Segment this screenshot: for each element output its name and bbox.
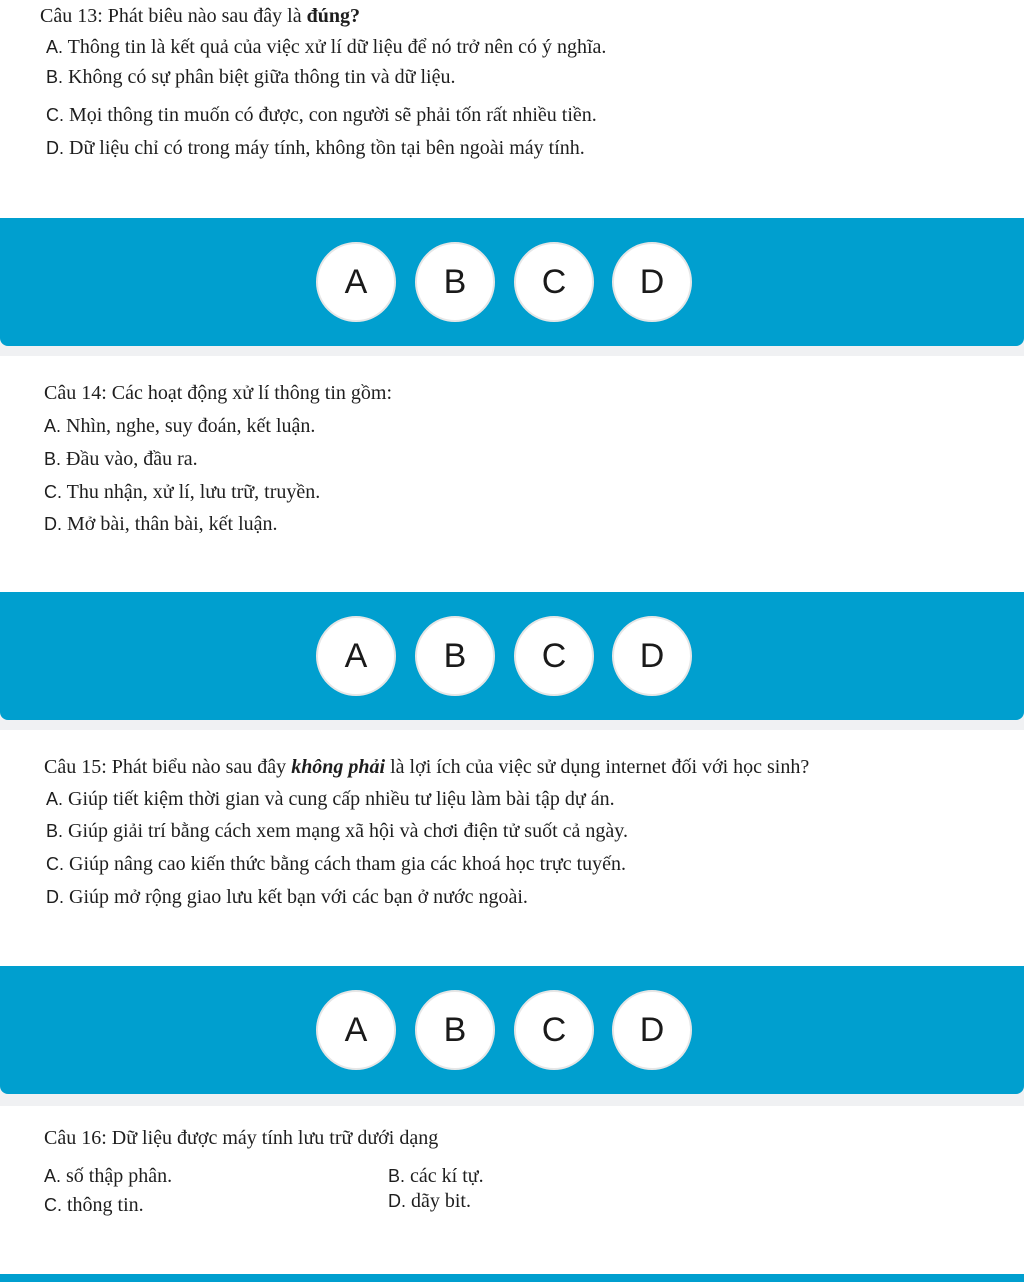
answer-a-button[interactable]: A bbox=[316, 242, 396, 322]
question-16-option-a bbox=[44, 1164, 172, 1188]
question-13-option-b bbox=[46, 65, 455, 89]
answer-bar-question-14 bbox=[0, 592, 1024, 720]
question-15-title bbox=[44, 755, 809, 779]
answer-a-button[interactable]: A bbox=[316, 990, 396, 1070]
option-letter: D. bbox=[46, 138, 64, 158]
option-text: Giúp tiết kiệm thời gian và cung cấp nhiều tư liệu làm bài tập dự án. bbox=[68, 788, 615, 810]
question-14-card bbox=[0, 356, 1024, 598]
answer-d-button[interactable]: D bbox=[612, 990, 692, 1070]
option-letter: A. bbox=[46, 37, 64, 57]
question-16-option-b bbox=[388, 1164, 484, 1188]
question-13-emphasis: đúng? bbox=[306, 5, 360, 27]
option-letter: C. bbox=[44, 482, 62, 502]
question-15-emphasis: không phải bbox=[291, 756, 386, 778]
option-letter: D. bbox=[44, 514, 62, 534]
option-letter: B. bbox=[44, 449, 62, 469]
question-13-prefix: Câu 13: Phát biêu nào sau đây là bbox=[40, 5, 307, 27]
question-14-option-b bbox=[44, 447, 198, 471]
answer-c-button[interactable]: C bbox=[514, 616, 594, 696]
question-15-suffix: là lợi ích của việc sử dụng internet đối với học sinh? bbox=[385, 756, 810, 778]
option-text: thông tin. bbox=[67, 1194, 144, 1216]
option-text: Nhìn, nghe, suy đoán, kết luận. bbox=[66, 415, 316, 437]
answer-bar-question-15 bbox=[0, 966, 1024, 1094]
answer-d-button[interactable]: D bbox=[612, 616, 692, 696]
option-text: số thập phân. bbox=[66, 1165, 173, 1187]
answer-b-button[interactable]: B bbox=[415, 990, 495, 1070]
option-text: Đầu vào, đầu ra. bbox=[66, 448, 198, 470]
question-14-title: Câu 14: Các hoạt động xử lí thông tin gồm: bbox=[44, 382, 393, 404]
answer-a-button[interactable]: A bbox=[316, 616, 396, 696]
option-letter: A. bbox=[44, 416, 62, 436]
option-text: các kí tự. bbox=[410, 1165, 484, 1187]
option-letter: C. bbox=[44, 1195, 62, 1215]
answer-d-button[interactable]: D bbox=[612, 242, 692, 322]
option-letter: B. bbox=[46, 67, 64, 87]
option-letter: A. bbox=[44, 1166, 62, 1186]
option-text: Giúp mở rộng giao lưu kết bạn với các bạn ở nước ngoài. bbox=[69, 886, 528, 908]
answer-b-button[interactable]: B bbox=[415, 616, 495, 696]
next-answer-bar-edge bbox=[0, 1274, 1024, 1282]
option-letter: D. bbox=[46, 887, 64, 907]
option-letter: C. bbox=[46, 105, 64, 125]
option-letter: B. bbox=[388, 1166, 406, 1186]
option-text: dãy bit. bbox=[411, 1190, 471, 1212]
question-13-option-a bbox=[46, 35, 606, 59]
answer-bar-question-13 bbox=[0, 218, 1024, 346]
option-text: Giúp nâng cao kiến thức bằng cách tham gia các khoá học trực tuyến. bbox=[69, 853, 627, 875]
option-text: Thu nhận, xử lí, lưu trữ, truyền. bbox=[66, 481, 321, 503]
question-15-option-d bbox=[46, 885, 528, 909]
option-text: Mọi thông tin muốn có được, con người sẽ phải tốn rất nhiều tiền. bbox=[69, 104, 597, 126]
question-15-option-b bbox=[46, 819, 628, 843]
question-13-option-c bbox=[46, 103, 597, 127]
option-text: Giúp giải trí bằng cách xem mạng xã hội và chơi điện tử suốt cả ngày. bbox=[68, 820, 628, 842]
question-16-card bbox=[0, 1106, 1024, 1274]
option-letter: B. bbox=[46, 821, 64, 841]
question-16-option-c bbox=[44, 1193, 144, 1217]
question-16-option-d bbox=[388, 1189, 471, 1213]
option-letter: C. bbox=[46, 854, 64, 874]
question-14-option-a bbox=[44, 414, 315, 438]
option-letter: A. bbox=[46, 789, 64, 809]
option-text: Dữ liệu chỉ có trong máy tính, không tồn tại bên ngoài máy tính. bbox=[69, 137, 585, 159]
question-16-title: Câu 16: Dữ liệu được máy tính lưu trữ dưới dạng bbox=[44, 1127, 439, 1149]
question-14-option-c bbox=[44, 480, 320, 504]
question-13-card bbox=[0, 0, 1024, 222]
option-text: Mở bài, thân bài, kết luận. bbox=[67, 513, 278, 535]
question-15-card bbox=[0, 730, 1024, 972]
question-13-title bbox=[40, 4, 360, 28]
question-15-option-a bbox=[46, 787, 615, 811]
question-14-option-d bbox=[44, 512, 278, 536]
option-text: Thông tin là kết quả của việc xử lí dữ liệu để nó trở nên có ý nghĩa. bbox=[67, 36, 607, 58]
answer-b-button[interactable]: B bbox=[415, 242, 495, 322]
question-13-option-d bbox=[46, 136, 585, 160]
answer-c-button[interactable]: C bbox=[514, 242, 594, 322]
question-15-prefix: Câu 15: Phát biểu nào sau đây bbox=[44, 756, 292, 778]
option-letter: D. bbox=[388, 1191, 406, 1211]
option-text: Không có sự phân biệt giữa thông tin và dữ liệu. bbox=[68, 66, 456, 88]
question-15-option-c bbox=[46, 852, 626, 876]
answer-c-button[interactable]: C bbox=[514, 990, 594, 1070]
